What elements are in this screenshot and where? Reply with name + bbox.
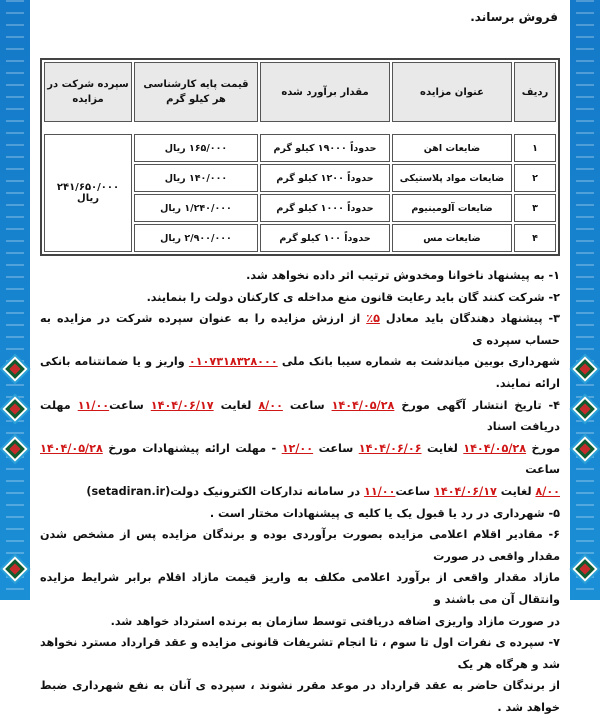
row-price: ۱۶۵/۰۰۰ ریال <box>134 134 258 162</box>
row-title: ضایعات اهن <box>392 134 512 162</box>
diamond-ornament-icon <box>572 436 597 461</box>
row-title: ضایعات مس <box>392 224 512 252</box>
diamond-ornament-icon <box>2 556 27 581</box>
header-price-line1: قیمت پایه کارشناسی <box>143 79 249 90</box>
note-4-text: لغایت <box>421 441 464 455</box>
note-4-text: ساعت <box>525 463 560 477</box>
note-6-text: ۶- مقادیر اقلام اعلامی مزایده بصورت برآوردی بوده و برندگان مزایده پس از مشخص شدن مقدار واقعی در صورت <box>40 528 560 563</box>
note-4-text: در سامانه تدارکات الکترونیک دولت(setadiran.ir) <box>86 484 365 498</box>
diamond-ornament-icon <box>2 356 27 381</box>
diamond-ornament-icon <box>2 396 27 421</box>
note-4-text: ساعت <box>109 398 151 412</box>
note-4-text: - مهلت ارائه پیشنهادات مورخ <box>102 441 282 455</box>
row-price: ۱/۲۴۰/۰۰۰ ریال <box>134 194 258 222</box>
diamond-ornament-icon <box>572 396 597 421</box>
note-4-date: ۱۴۰۴/۰۶/۰۶ <box>358 441 422 455</box>
note-4-time: ۸/۰۰ <box>535 484 560 498</box>
note-4-text: مورخ <box>526 441 560 455</box>
note-3-account-number: ۰۱۰۷۳۱۸۳۲۸۰۰۰ <box>188 355 278 369</box>
note-4-time: ۱۱/۰۰ <box>364 484 396 498</box>
row-idx: ۲ <box>514 164 556 192</box>
note-4-date: ۱۴۰۴/۰۶/۱۷ <box>434 484 497 498</box>
header-deposit: سپرده شرکت در مزایده <box>44 62 132 122</box>
note-4-date: ۱۴۰۴/۰۵/۲۸ <box>463 441 527 455</box>
note-4-text: ساعت <box>282 398 332 412</box>
note-3-percent: ۵٪ <box>366 312 380 326</box>
note-3-text: واریز و یا ضمانتنامه بانکی ارائه نمایند. <box>40 355 560 390</box>
note-4-text: ساعت <box>395 484 435 498</box>
row-price: ۲/۹۰۰/۰۰۰ ریال <box>134 224 258 252</box>
diamond-ornament-icon <box>2 436 27 461</box>
note-4-text: ساعت <box>313 441 359 455</box>
note-4-text: ۴- تاریخ انتشار آگهی مورخ <box>394 398 560 412</box>
header-quantity: مقدار برآورد شده <box>260 62 390 122</box>
note-4-text: مهلت دریافت اسناد <box>40 398 560 434</box>
diamond-ornament-icon <box>572 356 597 381</box>
row-title: ضایعات مواد پلاستیکی <box>392 164 512 192</box>
row-idx: ۳ <box>514 194 556 222</box>
note-7 <box>40 632 560 718</box>
note-3-text: از ارزش مزایده را به عنوان سپرده شرکت در مزایده به حساب سپرده ی <box>40 312 560 347</box>
header-title: عنوان مزایده <box>392 62 512 122</box>
document-page <box>32 0 568 714</box>
note-4-text: لغایت <box>496 484 536 498</box>
diamond-ornament-icon <box>572 556 597 581</box>
note-6-text: در صورت مازاد واریزی اضافه دریافتی توسط سازمان به برنده استرداد خواهد شد. <box>110 614 560 628</box>
header-price <box>134 62 258 122</box>
note-4-time: ۸/۰۰ <box>258 398 283 412</box>
row-quantity: حدوداً ۱۰۰۰ کیلو گرم <box>260 194 390 222</box>
note-3 <box>40 308 560 394</box>
conditions-list <box>40 265 560 718</box>
note-3-text: ۳- پیشنهاد دهندگان باید معادل <box>379 312 560 326</box>
table-row <box>44 134 556 162</box>
decorative-border-left <box>0 0 30 600</box>
note-7-text: از برندگان حاضر به عقد قرارداد در موعد مقرر نشوند ، سپرده ی آنان به نفع شهرداری ضبط خواهد شد . <box>40 679 560 714</box>
note-4-date: ۱۴۰۴/۰۶/۱۷ <box>150 398 214 412</box>
note-6 <box>40 524 560 632</box>
auction-items-table <box>40 58 560 256</box>
deposit-value: ۲۴۱/۶۵۰/۰۰۰ ریال <box>44 134 132 252</box>
row-quantity: حدوداً ۱۰۰ کیلو گرم <box>260 224 390 252</box>
note-5: ۵- شهرداری در رد یا قبول یک یا کلیه ی پیشنهادات مختار است . <box>209 506 560 520</box>
note-2: ۲- شرکت کنند گان باید رعایت قانون منع مداخله ی کارکنان دولت را بنمایند. <box>146 290 560 304</box>
note-4-text: لغایت <box>213 398 259 412</box>
note-4-date: ۱۴۰۴/۰۵/۲۸ <box>331 398 395 412</box>
note-6-text: مازاد مقدار واقعی از برآورد اعلامی مکلف به واریز قیمت مازاد اقلام برابر شرایط مزایده وانتقال آن می باشند و <box>40 571 560 606</box>
header-line: فروش برساند. <box>470 10 558 24</box>
row-quantity: حدوداً ۱۹۰۰۰ کیلو گرم <box>260 134 390 162</box>
note-3-text: شهرداری بوبین میاندشت به شماره سیبا بانک ملی <box>277 355 561 369</box>
note-4-time: ۱۱/۰۰ <box>77 398 110 412</box>
note-7-text: ۷- سپرده ی نفرات اول تا سوم ، تا انجام تشریفات قانونی مزایده و عقد قرارداد مسترد نخواهد شد و هرگاه هر یک <box>40 636 560 671</box>
note-4-date: ۱۴۰۴/۰۵/۲۸ <box>40 441 103 455</box>
row-idx: ۴ <box>514 224 556 252</box>
header-price-line2: هر کیلو گرم <box>166 94 226 105</box>
row-quantity: حدوداً ۱۲۰۰ کیلو گرم <box>260 164 390 192</box>
row-title: ضایعات آلومینیوم <box>392 194 512 222</box>
note-4-time: ۱۲/۰۰ <box>281 441 314 455</box>
row-idx: ۱ <box>514 134 556 162</box>
header-idx: ردیف <box>514 62 556 122</box>
decorative-border-right <box>570 0 600 600</box>
row-price: ۱۴۰/۰۰۰ ریال <box>134 164 258 192</box>
note-1: ۱- به پیشنهاد ناخوانا ومخدوش ترتیب اثر داده نخواهد شد. <box>246 269 560 282</box>
table-header-row <box>44 62 556 122</box>
note-4 <box>40 395 560 503</box>
